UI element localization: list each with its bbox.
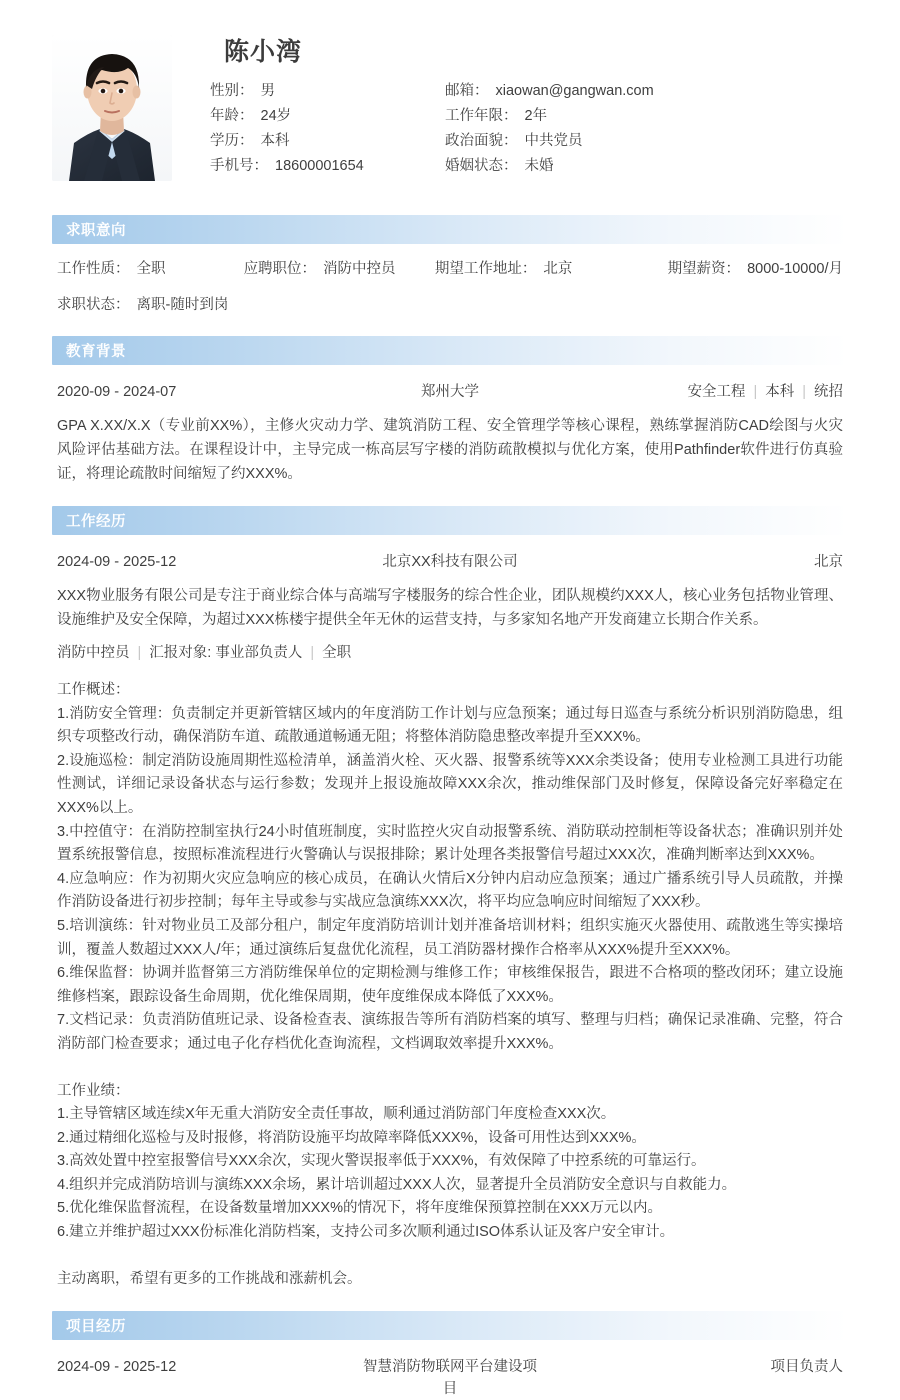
field-expected-salary — [668, 258, 843, 280]
info-years-label: 工作年限： — [445, 108, 518, 124]
education-date: 2020-09 - 2024-07 — [57, 384, 177, 400]
info-phone-label: 手机号： — [210, 158, 268, 174]
work-overview-item: 2.设施巡检：制定消防设施周期性巡检清单，涵盖消火栓、灭火器、报警系统等XXX余类设备；使用专业检测工具进行功能性测试，详细记录设备状态与运行参数；发现并上报设施故障XXX余次，推动维保部门及时修复，保障设备完好率稳定在XXX%以上。 — [57, 752, 843, 816]
field-expected-salary-label: 期望薪资： — [667, 261, 741, 277]
education-degree: 本科 — [765, 384, 795, 400]
education-description: GPA X.XX/X.X（专业前XX%），主修火灾动力学、建筑消防工程、安全管理学等核心课程，熟练掌握消防CAD绘图与火灾风险评估基础方法。在课程设计中，主导完成一栋高层写字楼的消防疏散模拟与优化方案，使用Pathfinder软件进行仿真验证，将理论疏散时间缩短了约XXX%。 — [57, 418, 843, 482]
info-phone-value: 18600001654 — [275, 158, 364, 174]
personal-info-right-column — [445, 79, 848, 179]
section-body-project-experience — [52, 1356, 848, 1400]
work-meta-row — [57, 551, 843, 573]
section-header-project-experience — [52, 1311, 848, 1340]
work-overview-item: 7.文档记录：负责消防值班记录、设备检查表、演练报告等所有消防档案的填写、整理与归档；确保记录准确、完整，符合消防部门检查要求；通过电子化存档优化查询流程，文档调取效率提升XXX%。 — [57, 1012, 843, 1052]
work-overview-item: 6.维保监督：协调并监督第三方消防维保单位的定期检测与维修工作；审核维保报告，跟进不合格项的整改闭环；建立设施维修档案，跟踪设备生命周期，优化维保周期，使年度维保成本降低了XXX%。 — [57, 965, 843, 1005]
section-body-work-experience — [52, 551, 848, 1291]
info-political-status — [445, 129, 848, 154]
field-expected-location-value: 北京 — [543, 261, 573, 277]
section-header-work-experience — [52, 506, 848, 535]
work-overview-heading: 工作概述： — [57, 682, 130, 698]
work-achievement-item: 6.建立并维护超过XXX份标准化消防档案，支持公司多次顺利通过ISO体系认证及客户安全审计。 — [57, 1224, 675, 1241]
info-education-value: 本科 — [260, 133, 290, 149]
field-expected-location-label: 期望工作地址： — [434, 261, 537, 277]
separator-icon: | — [802, 384, 806, 400]
field-job-type-label: 工作性质： — [57, 261, 130, 277]
info-gender — [210, 79, 445, 104]
personal-info-grid — [210, 79, 848, 179]
info-marital-label: 婚姻状态： — [445, 158, 518, 174]
work-overview-item: 1.消防安全管理：负责制定并更新管辖区域内的年度消防工作计划与应急预案；通过每日巡查与系统分析识别消防隐患，组织专项整改行动，确保消防车道、疏散通道畅通无阻；将整体消防隐患整改率提升至XXX%。 — [57, 705, 843, 746]
work-position-tags — [57, 641, 843, 665]
education-meta-row — [57, 381, 843, 403]
work-overview-item: 5.培训演练：针对物业员工及部分租户，制定年度消防培训计划并准备培训材料；组织实施灭火器使用、疏散逃生等实操培训，覆盖人数超过XXX人/年；通过演练后复盘优化流程，员工消防器材操作合格率从XXX%提升至XXX%。 — [57, 917, 843, 958]
work-achievement-item: 2.通过精细化巡检与及时报修，将消防设施平均故障率降低XXX%，设备可用性达到XXX%。 — [57, 1129, 646, 1146]
resume-header — [52, 0, 848, 195]
work-achievement-heading: 工作业绩： — [57, 1082, 130, 1099]
work-report-to: 汇报对象: 事业部负责人 — [149, 645, 303, 661]
work-overview-item: 4.应急响应：作为初期火灾应急响应的核心成员，在确认火情后X分钟内启动应急预案；通过广播系统引导人员疏散，并操作消防设备进行初步控制；每年主导或参与实战应急演练XXX次，将平均应急响应时间缩短了XXX秒。 — [57, 870, 843, 911]
header-details — [172, 35, 848, 179]
work-date: 2024-09 - 2025-12 — [57, 554, 177, 570]
field-job-seeking-status-label: 求职状态： — [57, 297, 130, 313]
field-applied-position-label: 应聘职位： — [243, 261, 317, 277]
education-major: 安全工程 — [687, 384, 746, 400]
content-spacer — [57, 1245, 843, 1268]
work-achievement-item: 3.高效处置中控室报警信号XXX余次，实现火警误报率低于XXX%，有效保障了中控系统的可靠运行。 — [57, 1153, 706, 1170]
info-gender-label: 性别： — [210, 83, 254, 99]
field-expected-location — [435, 258, 668, 280]
work-company-intro: XXX物业服务有限公司是专注于商业综合体与高端写字楼服务的综合性企业，团队规模约XXX人，核心业务包括物业管理、设施维护及安全保障，为超过XXX栋楼宇提供全年无休的运营支持，与多家知名地产开发商建立长期合作关系。 — [57, 588, 843, 628]
job-intention-row-1 — [57, 258, 843, 280]
work-company: 北京XX科技有限公司 — [382, 554, 518, 570]
section-title-job-intention: 求职意向 — [66, 223, 126, 239]
info-years-value: 2年 — [524, 108, 548, 124]
info-email — [445, 79, 848, 104]
project-name: 智慧消防物联网平台建设项目 — [363, 1359, 537, 1398]
section-header-job-intention — [52, 215, 848, 244]
info-years-of-experience — [445, 104, 848, 129]
section-body-education — [52, 381, 848, 486]
field-job-type — [57, 258, 244, 280]
work-achievement-item: 1.主导管辖区域连续X年无重大消防安全责任事故，顺利通过消防部门年度检查XXX次。 — [57, 1106, 616, 1123]
personal-info-left-column — [210, 79, 445, 179]
separator-icon: | — [310, 645, 315, 661]
work-overview-item: 3.中控值守：在消防控制室执行24小时值班制度，实时监控火灾自动报警系统、消防联动控制柜等设备状态；准确识别并处置系统报警信息，按照标准流程进行火警确认与误报排除；累计处理各类报警信号超过XXX次，准确判断率达到XXX%。 — [57, 823, 843, 864]
info-marital-value: 未婚 — [524, 158, 554, 174]
section-body-job-intention — [52, 258, 848, 316]
education-school: 郑州大学 — [421, 384, 479, 400]
profile-photo — [52, 35, 172, 181]
education-admission-type: 统招 — [814, 384, 843, 400]
work-leave-reason: 主动离职，希望有更多的工作挑战和涨薪机会。 — [57, 1270, 362, 1287]
separator-icon: | — [137, 645, 142, 661]
education-tags — [543, 381, 843, 403]
separator-icon: | — [753, 384, 758, 400]
candidate-name: 陈小湾 — [224, 38, 303, 66]
info-gender-value: 男 — [260, 83, 275, 99]
info-email-value: xiaowan@gangwan.com — [495, 83, 654, 99]
field-job-type-value: 全职 — [136, 261, 166, 277]
section-header-education — [52, 336, 848, 365]
job-intention-row-2 — [57, 294, 843, 316]
project-meta-row — [57, 1356, 843, 1400]
info-education — [210, 129, 445, 154]
info-education-label: 学历： — [210, 133, 254, 149]
info-age — [210, 104, 445, 129]
content-spacer — [57, 1057, 843, 1080]
work-job-type: 全职 — [322, 645, 352, 661]
section-title-work-experience: 工作经历 — [66, 514, 126, 530]
section-title-project-experience: 项目经历 — [66, 1319, 126, 1336]
work-achievement-item: 5.优化维保监督流程，在设备数量增加XXX%的情况下，将年度维保预算控制在XXX万元以内。 — [57, 1200, 663, 1217]
field-expected-salary-value: 8000-10000/月 — [747, 261, 843, 277]
info-phone — [210, 154, 445, 179]
field-job-seeking-status-value: 离职-随时到岗 — [136, 297, 229, 313]
section-title-education: 教育背景 — [66, 344, 126, 360]
field-applied-position-value: 消防中控员 — [323, 261, 396, 277]
work-position-title: 消防中控员 — [57, 645, 130, 661]
project-role: 项目负责人 — [770, 1359, 843, 1376]
info-political-value: 中共党员 — [524, 133, 583, 149]
info-marital-status — [445, 154, 848, 179]
info-age-value: 24岁 — [260, 108, 292, 124]
info-email-label: 邮箱： — [445, 83, 489, 99]
field-applied-position — [244, 258, 435, 280]
work-achievement-item: 4.组织并完成消防培训与演练XXX余场，累计培训超过XXX人次，显著提升全员消防安全意识与自救能力。 — [57, 1176, 737, 1193]
project-date: 2024-09 - 2025-12 — [57, 1359, 177, 1376]
info-political-label: 政治面貌： — [445, 133, 518, 149]
work-location: 北京 — [814, 554, 843, 570]
info-age-label: 年龄： — [210, 108, 254, 124]
field-job-seeking-status — [57, 294, 255, 316]
